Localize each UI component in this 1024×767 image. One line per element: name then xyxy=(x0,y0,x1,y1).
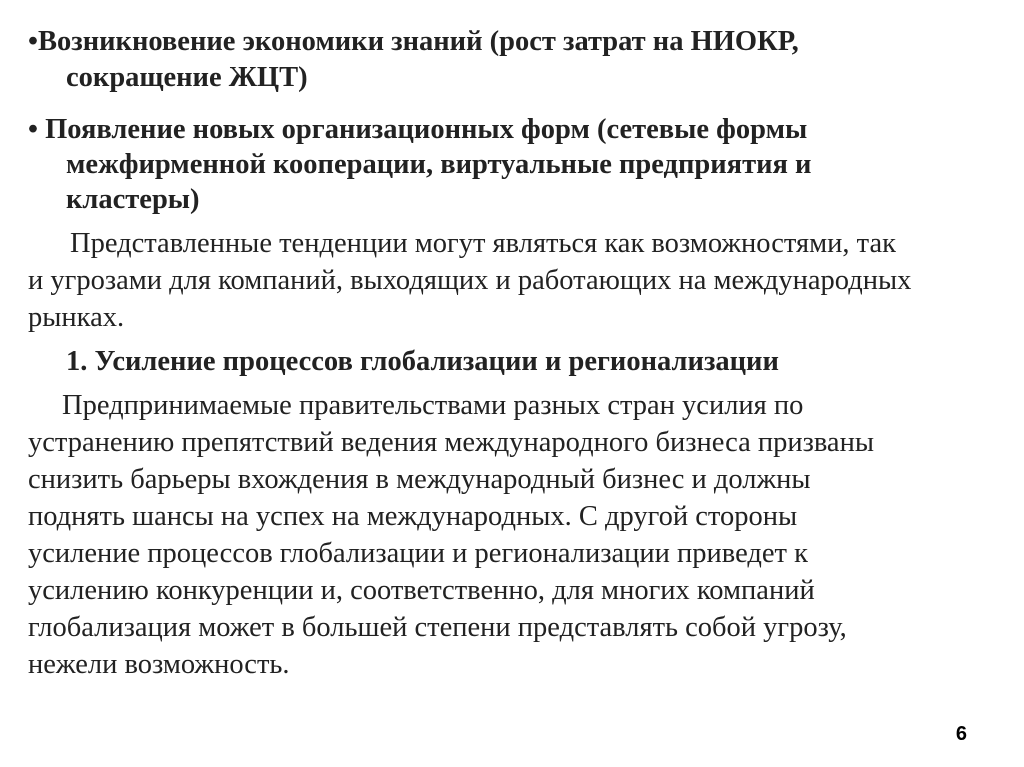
paragraph-2-line-5: усиление процессов глобализации и регионализации приведет к xyxy=(28,538,808,569)
bullet-2-line-3: кластеры) xyxy=(66,184,200,215)
paragraph-1-line-3: рынках. xyxy=(28,302,125,333)
paragraph-2-line-4: поднять шансы на успех на международных. С другой стороны xyxy=(28,501,798,532)
bullet-1-line-1 xyxy=(28,25,799,59)
bullet-1-text-1: Возникновение экономики знаний (рост затрат на НИОКР, xyxy=(37,26,799,57)
paragraph-2-line-1: Предпринимаемые правительствами разных стран усилия по xyxy=(62,390,804,421)
paragraph-1-line-2: и угрозами для компаний, выходящих и работающих на международных xyxy=(28,265,912,296)
bullet-2-text-1: Появление новых организационных форм (сетевые формы xyxy=(45,114,808,145)
bullet-1-line-2: сокращение ЖЦТ) xyxy=(66,62,308,93)
paragraph-2-line-7: глобализация может в большей степени представлять собой угрозу, xyxy=(28,612,847,643)
paragraph-2-line-2: устранению препятствий ведения международного бизнеса призваны xyxy=(28,427,874,458)
paragraph-2-line-6: усилению конкуренции и, соответственно, для многих компаний xyxy=(28,575,815,606)
paragraph-1-line-1: Представленные тенденции могут являться как возможностями, так xyxy=(70,228,896,259)
paragraph-2-line-3: снизить барьеры вхождения в международный бизнес и должны xyxy=(28,464,811,495)
bullet-2-line-2: межфирменной кооперации, виртуальные предприятия и xyxy=(66,149,812,180)
paragraph-2-line-8: нежели возможность. xyxy=(28,649,290,680)
bullet-2-line-1 xyxy=(28,113,807,147)
section-heading: 1. Усиление процессов глобализации и регионализации xyxy=(66,346,779,377)
bullet-marker: • xyxy=(28,114,38,145)
bullet-marker: • xyxy=(28,26,38,57)
page-number: 6 xyxy=(955,723,967,745)
